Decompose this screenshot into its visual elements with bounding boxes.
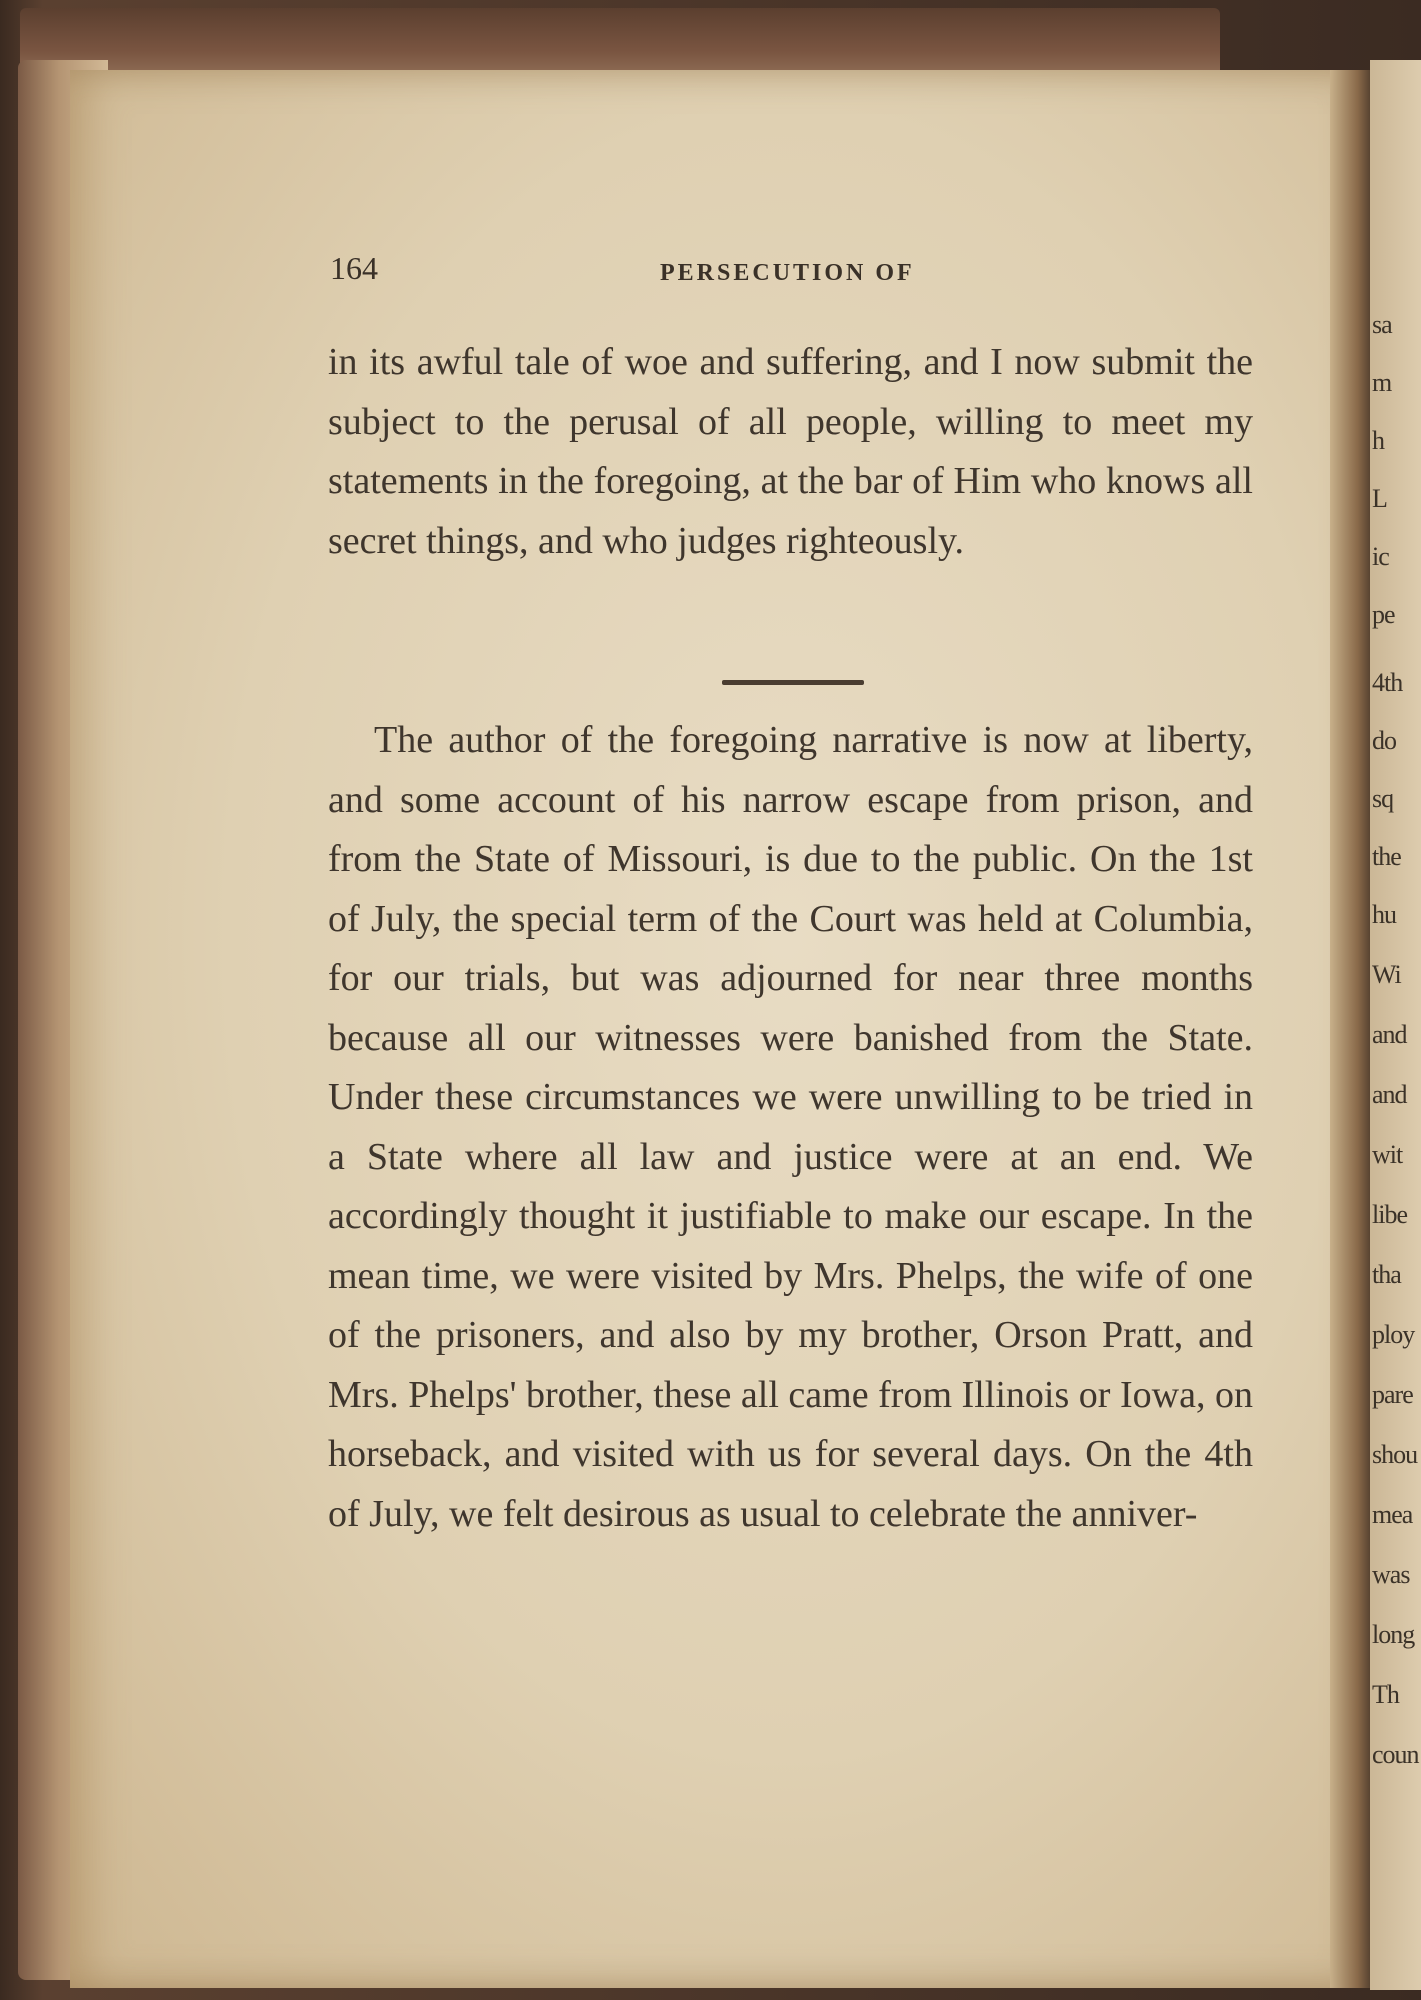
facing-fragment: pe (1372, 600, 1395, 629)
running-head (330, 250, 1250, 290)
facing-fragment: the (1372, 842, 1401, 871)
page-number: 164 (330, 250, 378, 286)
facing-fragment: libe (1372, 1200, 1407, 1229)
facing-fragment: coun (1372, 1740, 1419, 1769)
facing-fragment: tha (1372, 1260, 1401, 1289)
facing-fragment: was (1372, 1560, 1410, 1589)
facing-fragment: L (1372, 484, 1387, 513)
facing-fragment: sq (1372, 784, 1394, 813)
facing-fragment: do (1372, 726, 1396, 755)
facing-fragment: ploy (1372, 1320, 1415, 1349)
facing-fragment: long (1372, 1620, 1415, 1649)
paragraph-escape-account: The author of the foregoing narrative is now at liberty, and some account of his narrow escape from prison, and from the State of Missouri, is due to the public. On the 1st of July, the special term of the Court was held at Columbia, for our trials, but was adjourned for near three months because all our witnesses were banished from the State. Under these circumstances we were unwilling to be tried in a State where all law and justice were at an end. We accordingly thought it justifiable to make our escape. In the mean time, we were visited by Mrs. Phelps, the wife of one of the prisoners, and also by my brother, Orson Pratt, and Mrs. Phelps' brother, these all came from Illinois or Iowa, on horseback, and visited with us for several days. On the 4th of July, we felt desirous as usual to celebrate the anniver- (328, 719, 1253, 1535)
facing-fragment: wit (1372, 1140, 1403, 1169)
facing-fragment: Th (1372, 1680, 1399, 1709)
facing-fragment: sa (1372, 310, 1392, 339)
running-title: PERSECUTION OF (660, 260, 915, 286)
facing-fragment: hu (1372, 900, 1396, 929)
facing-fragment: pare (1372, 1380, 1413, 1409)
facing-fragment: and (1372, 1080, 1407, 1109)
facing-fragment: 4th (1372, 668, 1403, 697)
facing-fragment: shou (1372, 1440, 1418, 1469)
paragraph-continuation: in its awful tale of woe and suffering, and I now submit the subject to the perusal of all people, willing to meet my statements in the foregoing, at the bar of Him who knows all secret things, and who judges righteously. (328, 341, 1253, 562)
facing-page (1370, 60, 1421, 1990)
facing-fragment: and (1372, 1020, 1407, 1049)
facing-fragment: Wi (1372, 960, 1401, 989)
facing-fragment: ic (1372, 542, 1389, 571)
facing-fragment: h (1372, 426, 1384, 455)
facing-fragment: mea (1372, 1500, 1413, 1529)
section-divider (722, 680, 864, 685)
facing-fragment: m (1372, 368, 1392, 397)
